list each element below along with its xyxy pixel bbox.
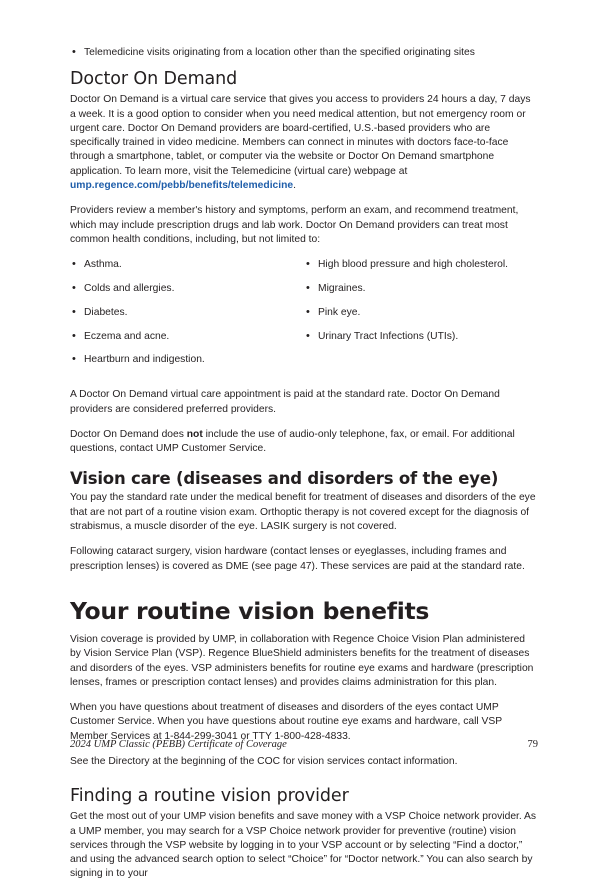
heading-doctor-on-demand: Doctor On Demand	[70, 69, 238, 90]
routine-vision-paragraph-2: When you have questions about treatment of diseases and disorders of the eyes contact UMP Customer Service. When you have questions about routine eye exams and hardware, call VSP Member Services at 1-844-299-3041 or TTY 1-800-428-4833.	[70, 702, 502, 742]
conditions-column-left	[70, 258, 304, 377]
footer-document-title: 2024 UMP Classic (PEBB) Certificate of Coverage	[70, 739, 287, 750]
routine-vision-paragraph-1: Vision coverage is provided by UMP, in collaboration with Regence Choice Vision Plan administered by Vision Service Plan (VSP). Regence BlueShield administers benefits for the treatment of diseases and disorders of the eyes. VSP administers benefits for routine eye exams and hardware (prescription lenses, frames or prescription contact lenses) and provides claims administration for this plan.	[70, 633, 534, 688]
paragraph-text-part-2: include the use of audio-only telephone, fax, or email. For additional questions, contact UMP Customer Service.	[70, 428, 515, 455]
list-item: • Urinary Tract Infections (UTIs).	[304, 330, 538, 344]
vision-care-paragraph-1: You pay the standard rate under the medical benefit for treatment of diseases and disorders of the eye that are not part of a routine vision exam. Orthoptic therapy is not covered except for the diagnosis of strabismus, a muscle disorder of the eye. LASIK surgery is not covered.	[70, 492, 536, 533]
list-item: • Migraines.	[304, 282, 538, 296]
list-item: • Colds and allergies.	[70, 282, 294, 296]
paragraph-text-part-2: .	[293, 180, 297, 192]
emphasis-not: not	[186, 428, 203, 440]
telemedicine-exclusion-list	[70, 46, 538, 60]
heading-routine-vision-benefits: Your routine vision benefits	[70, 596, 430, 625]
doctor-on-demand-rate-paragraph: A Doctor On Demand virtual care appointment is paid at the standard rate. Doctor On Demand providers are considered preferred providers.	[70, 389, 500, 415]
paragraph-text-part-1: Doctor On Demand is a virtual care service that gives you access to providers 24 hours a day, 7 days a week. It is a good option to consider when you need medical attention, but not emergency room or urgent care. Doctor On Demand providers are board-certified, U.S.-based providers who are specifically trained in video medicine. Members can connect in minutes with doctors face-to-face through a smartphone, tablet, or computer via the website or Doctor On Demand smartphone application. To learn more, visit the Telemedicine (virtual care) webpage at	[70, 94, 531, 177]
list-item: • Pink eye.	[304, 306, 538, 320]
doctor-on-demand-intro-paragraph	[70, 93, 538, 193]
vision-care-paragraph-2: Following cataract surgery, vision hardware (contact lenses or eyeglasses, including frames and prescription lenses) is covered as DME (see page 47). These services are paid at the standard rate.	[70, 546, 525, 572]
list-item: • Telemedicine visits originating from a location other than the specified originating sites	[70, 46, 538, 60]
heading-vision-care: Vision care (diseases and disorders of the eye)	[70, 469, 499, 489]
list-item: • Asthma.	[70, 258, 294, 272]
finding-provider-paragraph: Get the most out of your UMP vision benefits and save money with a VSP Choice network provider. As a UMP member, you may search for a VSP Choice network provider for preventive (routine) vision services through the VSP website by logging in to your VSP account or by selecting “Find a doctor,” and using the advanced search option to select “Choice” for “Doctor network.” You can also search by signing in to your	[70, 811, 537, 880]
list-item: • Heartburn and indigestion.	[70, 353, 294, 367]
conditions-list-left	[70, 258, 294, 367]
page-content	[70, 46, 538, 882]
doctor-on-demand-exclusions-paragraph	[70, 428, 538, 457]
conditions-column-right	[304, 258, 538, 377]
page-footer	[70, 739, 538, 750]
list-item: • Diabetes.	[70, 306, 294, 320]
list-item: • High blood pressure and high cholesterol.	[304, 258, 538, 272]
doctor-on-demand-treatment-paragraph: Providers review a member's history and symptoms, perform an exam, and recommend treatment, which may include prescription drugs and lab work. Doctor On Demand providers can treat most common health conditions, including, but not limited to:	[70, 205, 519, 245]
conditions-columns	[70, 258, 538, 377]
paragraph-text-part-1: Doctor On Demand does	[70, 428, 187, 440]
footer-page-number: 79	[527, 739, 538, 750]
telemedicine-webpage-link[interactable]: ump.regence.com/pebb/benefits/telemedicine	[70, 180, 294, 192]
conditions-list-right	[304, 258, 538, 344]
list-item: • Eczema and acne.	[70, 330, 294, 344]
routine-vision-paragraph-3: See the Directory at the beginning of the COC for vision services contact information.	[70, 756, 458, 767]
heading-finding-vision-provider: Finding a routine vision provider	[70, 786, 349, 807]
